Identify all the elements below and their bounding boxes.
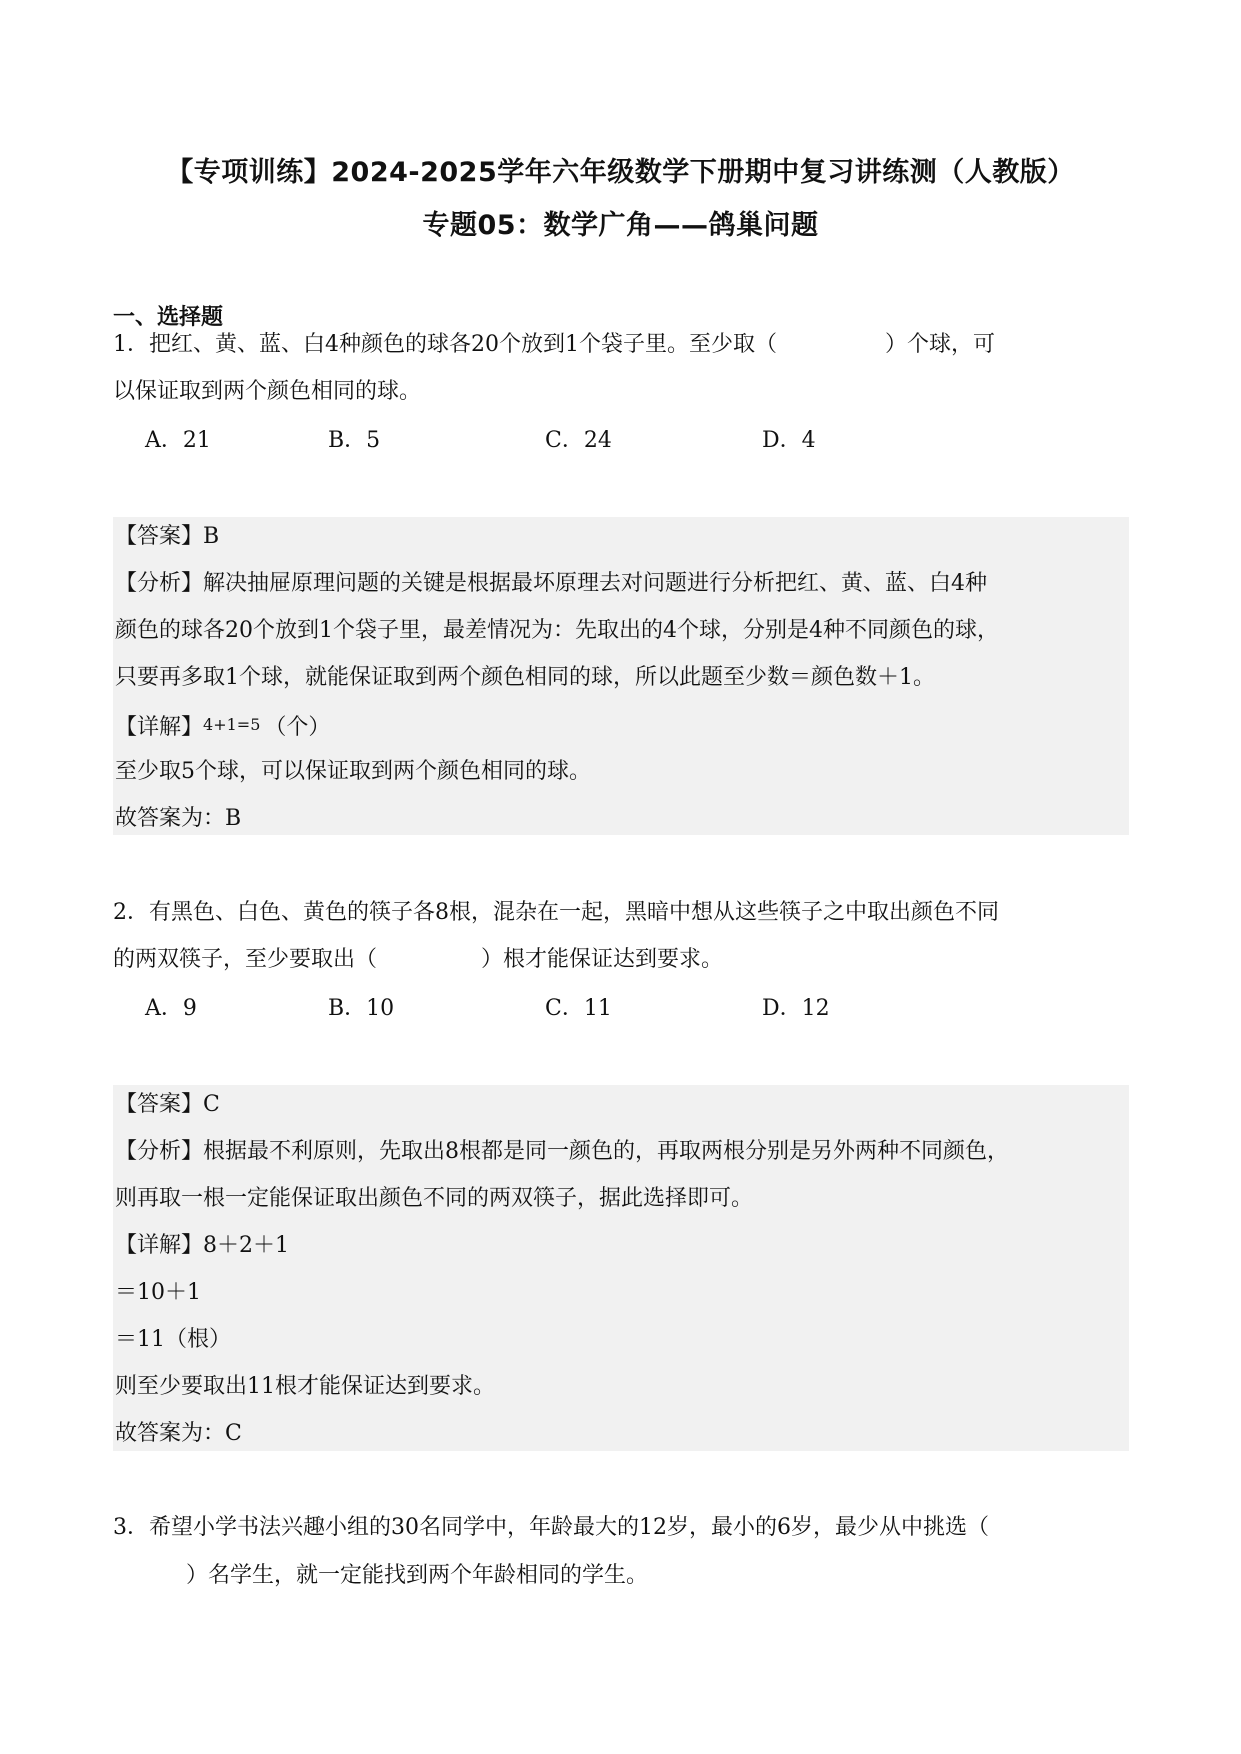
question-2-line-1: 2．有黑色、白色、黄色的筷子各8根，混杂在一起，黑暗中想从这些筷子之中取出颜色不同 bbox=[113, 900, 999, 925]
answer-box-2 bbox=[113, 1085, 1129, 1451]
question-2-text: 的两双筷子，至少要取出（ bbox=[113, 947, 378, 972]
question-3-line-2: ）名学生，就一定能找到两个年龄相同的学生。 bbox=[186, 1563, 649, 1588]
detail-2-line-2: ＝10＋1 bbox=[115, 1280, 201, 1305]
page-subtitle: 专题05：数学广角——鸽巢问题 bbox=[422, 210, 819, 241]
answer-2: 【答案】C bbox=[115, 1092, 220, 1117]
question-1-line-2: 以保证取到两个颜色相同的球。 bbox=[113, 379, 422, 404]
option-c: C．11 bbox=[545, 996, 612, 1021]
option-c: C．24 bbox=[545, 428, 612, 453]
question-1-text-end: ）个球，可 bbox=[885, 332, 996, 357]
option-b: B．10 bbox=[328, 996, 395, 1021]
question-1-text: 1．把红、黄、蓝、白4种颜色的球各20个放到1个袋子里。至少取（ bbox=[113, 332, 777, 357]
analysis-2-line-1: 【分析】根据最不利原则，先取出8根都是同一颜色的，再取两根分别是另外两种不同颜色， bbox=[115, 1139, 1010, 1164]
option-a: A．9 bbox=[145, 996, 197, 1021]
option-d: D．4 bbox=[762, 428, 816, 453]
analysis-1-line-2: 颜色的球各20个放到1个袋子里，最差情况为：先取出的4个球，分别是4种不同颜色的球， bbox=[115, 618, 999, 643]
question-2-line-2 bbox=[113, 944, 723, 976]
detail-1-line-1 bbox=[115, 709, 330, 744]
question-3-line-1: 3．希望小学书法兴趣小组的30名同学中，年龄最大的12岁，最小的6岁，最少从中挑选（ bbox=[113, 1515, 989, 1540]
section-heading: 一、选择题 bbox=[113, 305, 224, 330]
analysis-1-line-1: 【分析】解决抽屉原理问题的关键是根据最坏原理去对问题进行分析把红、黄、蓝、白4种 bbox=[115, 571, 988, 596]
detail-2-line-1: 【详解】8＋2＋1 bbox=[115, 1233, 289, 1258]
detail-1-line-2: 至少取5个球，可以保证取到两个颜色相同的球。 bbox=[115, 759, 591, 784]
option-d: D．12 bbox=[762, 996, 830, 1021]
detail-2-line-5: 故答案为：C bbox=[115, 1421, 242, 1446]
option-a: A．21 bbox=[145, 428, 211, 453]
detail-1-label: 【详解】 bbox=[115, 715, 204, 740]
question-2-text-end: ）根才能保证达到要求。 bbox=[481, 947, 724, 972]
question-1-line-1 bbox=[113, 329, 995, 361]
analysis-2-line-2: 则再取一根一定能保证取出颜色不同的两双筷子，据此选择即可。 bbox=[115, 1186, 754, 1211]
detail-1-line-3: 故答案为：B bbox=[115, 806, 242, 831]
page-title: 【专项训练】2024-2025学年六年级数学下册期中复习讲练测（人教版） bbox=[166, 157, 1075, 188]
option-b: B．5 bbox=[328, 428, 381, 453]
answer-1: 【答案】B bbox=[115, 524, 220, 549]
analysis-1-line-3: 只要再多取1个球，就能保证取到两个颜色相同的球，所以此题至少数＝颜色数＋1。 bbox=[115, 665, 935, 690]
detail-2-line-4: 则至少要取出11根才能保证达到要求。 bbox=[115, 1374, 495, 1399]
detail-1-unit: （个） bbox=[264, 715, 331, 740]
detail-2-line-3: ＝11（根） bbox=[115, 1327, 231, 1352]
answer-box-1 bbox=[113, 517, 1129, 835]
detail-1-formula: 4+1=5 bbox=[203, 715, 261, 734]
